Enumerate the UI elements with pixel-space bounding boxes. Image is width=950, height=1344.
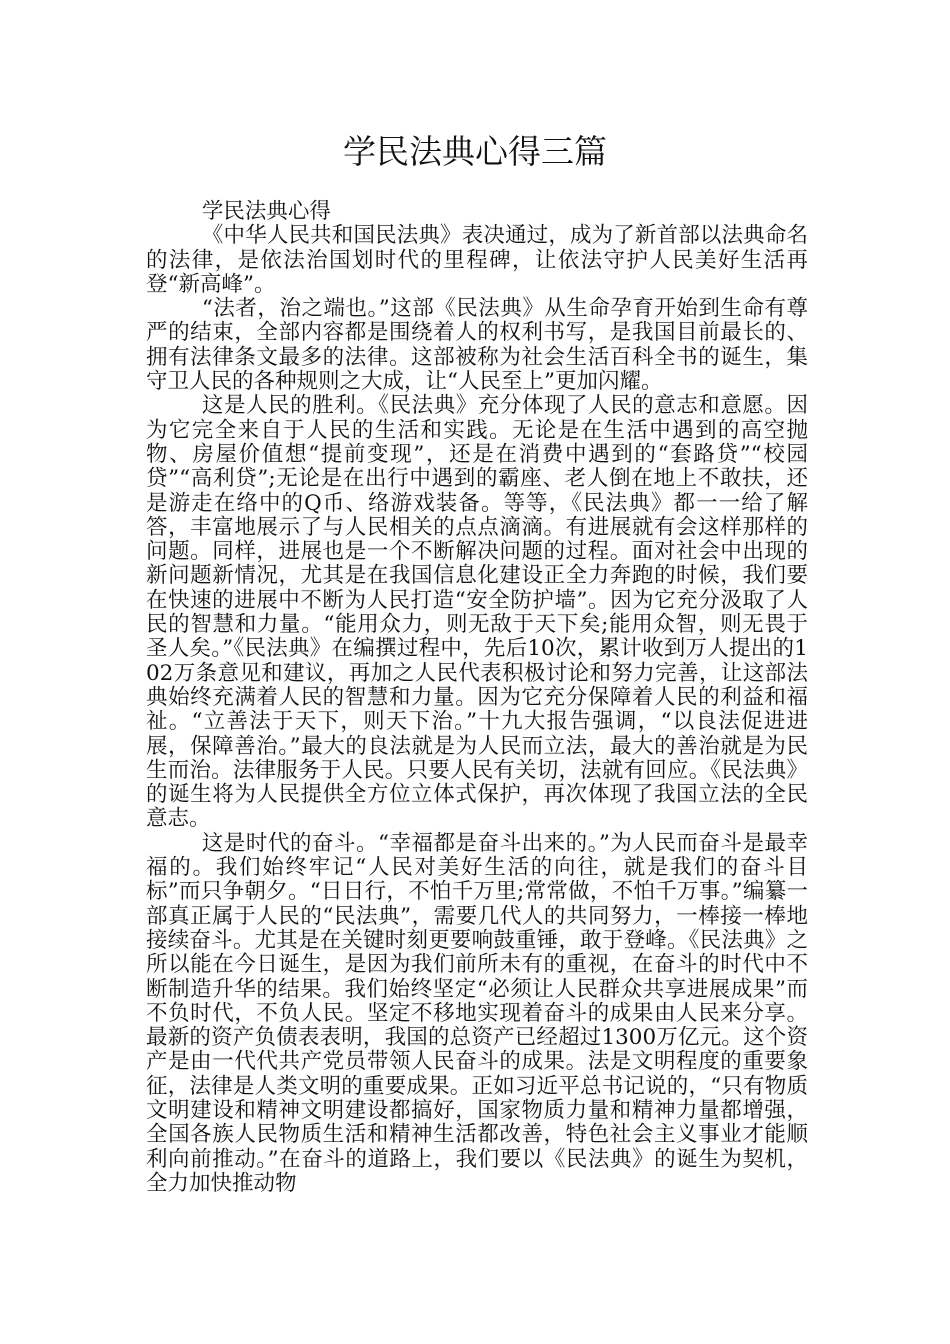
document-body [146, 200, 808, 1196]
document-title: 学民法典心得三篇 [343, 132, 607, 171]
section-heading: 学民法典心得 [201, 199, 331, 224]
paragraph: 这是时代的奋斗。“幸福都是奋斗出来的。”为人民而奋斗是最幸福的。我们始终牢记“人民对美好生活的向往，就是我们的奋斗目标”而只争朝夕。“日日行，不怕千万里;常常做，不怕千万事。”编纂一部真正属于人民的“民法典”，需要几代人的共同努力，一棒接一棒地接续奋斗。尤其是在关键时刻更要响鼓重锤，敢于登峰。《民法典》之所以能在今日诞生，是因为我们前所未有的重视，在奋斗的时代中不断制造升华的结果。我们始终坚定“必须让人民群众共享进展成果”而不负时代，不负人民。坚定不移地实现着奋斗的成果由人民来分享。最新的资产负债表表明，我国的总资产已经超过1300万亿元。这个资产是由一代代共产党员带领人民奋斗的成果。法是文明程度的重要象征，法律是人类文明的重要成果。正如习近平总书记说的，“只有物质文明建设和精神文明建设都搞好，国家物质力量和精神力量都增强，全国各族人民物质生活和精神生活都改善，特色社会主义事业才能顺利向前推动。”在奋斗的道路上，我们要以《民法典》的诞生为契机，全力加快推动物 [146, 830, 808, 1196]
paragraph: “法者，治之端也。”这部《民法典》从生命孕育开始到生命有尊严的结束，全部内容都是围绕着人的权利书写，是我国目前最长的、拥有法律条文最多的法律。这部被称为社会生活百科全书的诞生，集守卫人民的各种规则之大成，让“人民至上”更加闪耀。 [146, 296, 808, 395]
paragraph: 这是人民的胜利。《民法典》充分体现了人民的意志和意愿。因为它完全来自于人民的生活和实践。无论是在生活中遇到的高空抛物、房屋价值想“提前变现”，还是在消费中遇到的“套路贷”“校园贷”“高利贷”;无论是在出行中遇到的霸座、老人倒在地上不敢扶，还是游走在络中的Q币、络游戏装备。等等，《民法典》都一一给了解答，丰富地展示了与人民相关的点点滴滴。有进展就有会这样那样的问题。同样，进展也是一个不断解决问题的过程。面对社会中出现的新问题新情况，尤其是在我国信息化建设正全力奔跑的时候，我们要在快速的进展中不断为人民打造“安全防护墙”。因为它充分汲取了人民的智慧和力量。“能用众力，则无敌于天下矣;能用众智，则无畏于圣人矣。”《民法典》在编撰过程中，先后10次，累计收到万人提出的102万条意见和建议，再加之人民代表积极讨论和努力完善，让这部法典始终充满着人民的智慧和力量。因为它充分保障着人民的利益和福祉。“立善法于天下，则天下治。”十九大报告强调，“以良法促进进展，保障善治。”最大的良法就是为人民而立法，最大的善治就是为民生而治。法律服务于人民。只要人民有关切，法就有回应。《民法典》的诞生将为人民提供全方位立体式保护，再次体现了我国立法的全民意志。 [146, 393, 808, 832]
paragraph: 《中华人民共和国民法典》表决通过，成为了新首部以法典命名的法律，是依法治国划时代的里程碑，让依法守护人民美好生活再登“新高峰”。 [146, 223, 808, 297]
